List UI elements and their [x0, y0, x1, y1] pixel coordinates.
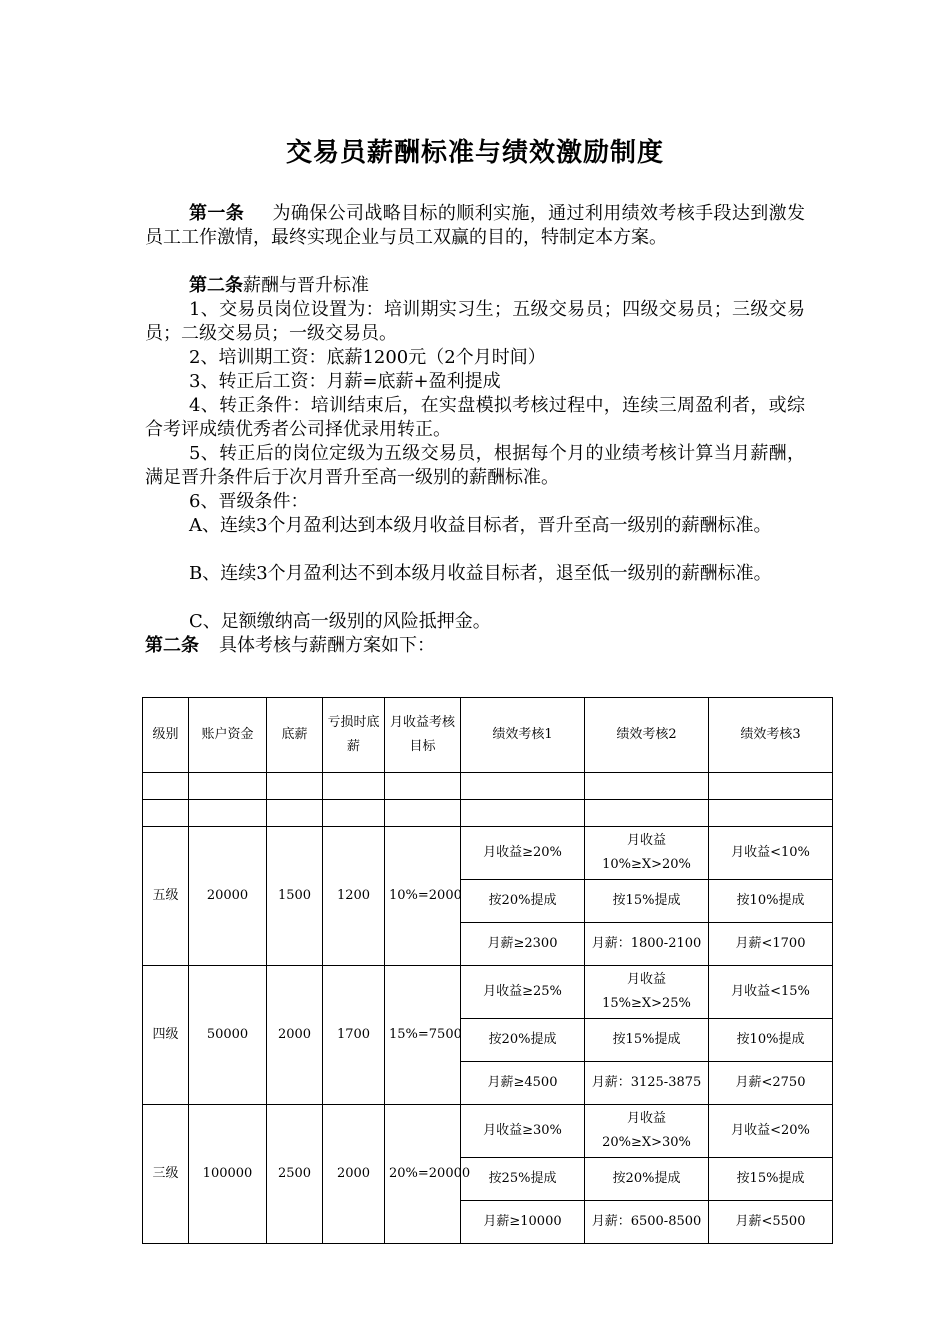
header-base: 底薪 [267, 698, 323, 773]
salary-table [142, 697, 833, 1244]
table-row [143, 827, 833, 880]
article-2-item-6: 6、晋级条件： [189, 491, 309, 512]
article-2-heading: 第二条 [189, 275, 243, 296]
table-row [143, 966, 833, 1019]
condition-c: C、足额缴纳高一级别的风险抵押金。 [189, 611, 491, 632]
article-2-item-5: 5、转正后的岗位定级为五级交易员，根据每个月的业绩考核计算当月薪酬，满足晋升条件后于次月晋升至高一级别的薪酬标准。 [145, 443, 805, 488]
table-row [143, 1105, 833, 1158]
document-title: 交易员薪酬标准与绩效激励制度 [285, 138, 664, 168]
header-level: 级别 [143, 698, 189, 773]
cell-perf: 按15%提成 [585, 880, 709, 923]
cell-perf: 按25%提成 [461, 1158, 585, 1201]
cell-perf: 月薪<5500 [709, 1201, 833, 1244]
cell-target: 15%=7500 [385, 966, 461, 1105]
cell-loss-base: 1200 [323, 827, 385, 966]
cell-level: 五级 [143, 827, 189, 966]
article-2 [145, 274, 805, 298]
condition-a: A、连续3个月盈利达到本级月收益目标者，晋升至高一级别的薪酬标准。 [189, 515, 772, 536]
article-2-item-2: 2、培训期工资：底薪1200元（2个月时间） [189, 347, 546, 368]
header-perf-2: 绩效考核2 [585, 698, 709, 773]
cell-perf: 月薪：6500-8500 [585, 1201, 709, 1244]
article-1 [145, 202, 805, 250]
header-loss-base: 亏损时底薪 [323, 698, 385, 773]
cell-target: 20%=20000 [385, 1105, 461, 1244]
cell-perf: 月收益≥25% [461, 966, 585, 1019]
article-1-text: 为确保公司战略目标的顺利实施，通过利用绩效考核手段达到激发员工工作激情，最终实现企业与员工双赢的目的，特制定本方案。 [145, 203, 805, 248]
cell-base: 2000 [267, 966, 323, 1105]
cell-perf: 月薪：3125-3875 [585, 1062, 709, 1105]
cell-perf: 月薪<2750 [709, 1062, 833, 1105]
cell-perf: 月薪≥4500 [461, 1062, 585, 1105]
header-account: 账户资金 [189, 698, 267, 773]
cell-perf: 月收益10%≥X>20% [585, 827, 709, 880]
cell-perf: 月收益<15% [709, 966, 833, 1019]
article-3-heading: 第二条 [145, 635, 199, 656]
article-2-item-1: 1、交易员岗位设置为：培训期实习生；五级交易员；四级交易员；三级交易员；二级交易员；一级交易员。 [145, 299, 805, 344]
article-3-text: 具体考核与薪酬方案如下： [219, 635, 435, 656]
cell-level: 三级 [143, 1105, 189, 1244]
blank-row [143, 800, 833, 827]
cell-perf: 月收益15%≥X>25% [585, 966, 709, 1019]
condition-b: B、连续3个月盈利达不到本级月收益目标者，退至低一级别的薪酬标准。 [189, 563, 772, 584]
cell-perf: 月薪≥10000 [461, 1201, 585, 1244]
cell-perf: 月收益<20% [709, 1105, 833, 1158]
cell-perf: 月收益≥30% [461, 1105, 585, 1158]
cell-perf: 按10%提成 [709, 880, 833, 923]
cell-perf: 月薪：1800-2100 [585, 923, 709, 966]
cell-perf: 月薪≥2300 [461, 923, 585, 966]
table-header-row [143, 698, 833, 773]
cell-perf: 月收益<10% [709, 827, 833, 880]
article-1-heading: 第一条 [189, 203, 245, 224]
cell-perf: 按15%提成 [709, 1158, 833, 1201]
cell-account: 50000 [189, 966, 267, 1105]
cell-level: 四级 [143, 966, 189, 1105]
header-target: 月收益考核目标 [385, 698, 461, 773]
cell-perf: 按10%提成 [709, 1019, 833, 1062]
article-2-item-3: 3、转正后工资：月薪=底薪+盈利提成 [189, 371, 501, 392]
header-perf-1: 绩效考核1 [461, 698, 585, 773]
cell-loss-base: 1700 [323, 966, 385, 1105]
header-perf-3: 绩效考核3 [709, 698, 833, 773]
cell-perf: 按20%提成 [461, 1019, 585, 1062]
cell-account: 100000 [189, 1105, 267, 1244]
cell-loss-base: 2000 [323, 1105, 385, 1244]
cell-perf: 按20%提成 [461, 880, 585, 923]
cell-perf: 月收益≥20% [461, 827, 585, 880]
cell-account: 20000 [189, 827, 267, 966]
cell-base: 1500 [267, 827, 323, 966]
cell-perf: 月收益20%≥X>30% [585, 1105, 709, 1158]
article-3 [145, 634, 805, 658]
blank-row [143, 773, 833, 800]
article-2-item-4: 4、转正条件：培训结束后，在实盘模拟考核过程中，连续三周盈利者，或综合考评成绩优秀者公司择优录用转正。 [145, 395, 805, 440]
cell-base: 2500 [267, 1105, 323, 1244]
article-2-subtitle: 薪酬与晋升标准 [243, 275, 369, 296]
cell-perf: 按15%提成 [585, 1019, 709, 1062]
cell-perf: 按20%提成 [585, 1158, 709, 1201]
cell-perf: 月薪<1700 [709, 923, 833, 966]
cell-target: 10%=2000 [385, 827, 461, 966]
